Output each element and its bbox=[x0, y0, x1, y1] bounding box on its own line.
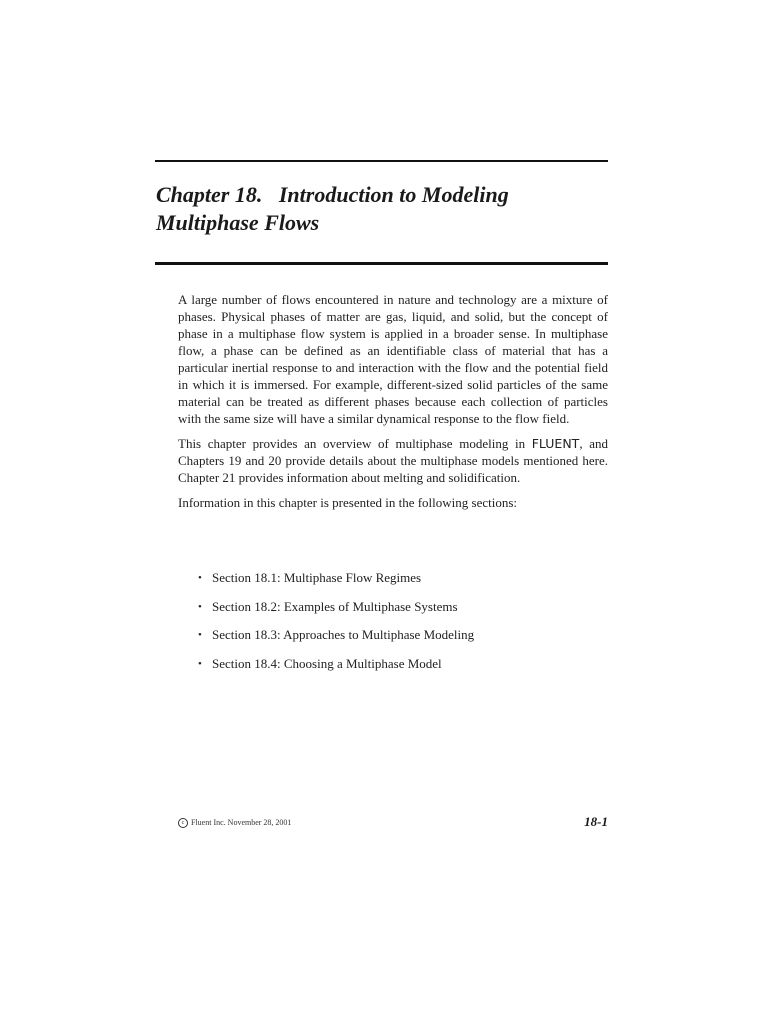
section-link-label: Section 18.1: Multiphase Flow Regimes bbox=[212, 570, 422, 585]
sections-intro: Information in this chapter is presented in the following sections: bbox=[178, 495, 518, 510]
chapter-number: Chapter 18. bbox=[156, 182, 263, 207]
product-name: FLUENT bbox=[531, 436, 580, 451]
paragraph-overview bbox=[178, 435, 608, 486]
section-link-label: Section 18.2: Examples of Multiphase Systems bbox=[212, 598, 458, 614]
bullet-icon: • bbox=[198, 657, 202, 670]
section-link[interactable] bbox=[198, 625, 474, 654]
paragraph-phases: A large number of flows encountered in nature and technology are a mixture of phases. Physical phases of matter are gas, liquid, and solid, but the concept of phase in a multiphase flow system is applied in a broader sense. In multiphase flow, a phase can be defined as an identifiable class of material that has a particular inertial response to and interaction with the flow and the potential field in which it is immersed. For example, different-sized solid particles of the same material can be treated as different phases because each collection of particles with the same size will have a similar dynamical response to the flow field. bbox=[178, 292, 608, 426]
bullet-icon: • bbox=[198, 629, 202, 641]
section-link-label: Section 18.4: Choosing a Multiphase Model bbox=[212, 655, 442, 671]
section-link-label: Section 18.3: Approaches to Multiphase Modeling bbox=[212, 627, 475, 642]
chapter-title-line2: Multiphase Flows bbox=[156, 210, 320, 235]
footer-copyright bbox=[178, 818, 291, 828]
chapter-body bbox=[178, 291, 608, 519]
section-link[interactable] bbox=[198, 568, 474, 597]
section-link[interactable] bbox=[198, 654, 474, 683]
copyright-icon: c bbox=[178, 818, 188, 828]
chapter-title-line1: Introduction to Modeling bbox=[278, 182, 509, 207]
section-link[interactable] bbox=[198, 597, 474, 626]
bullet-icon: • bbox=[198, 572, 202, 584]
bullet-icon: • bbox=[198, 600, 202, 613]
title-rule-top bbox=[155, 160, 608, 162]
page-number: 18-1 bbox=[584, 814, 608, 829]
title-rule-bottom bbox=[155, 262, 608, 265]
paragraph-overview-start: This chapter provides an overview of multiphase modeling in bbox=[178, 436, 532, 451]
section-list bbox=[198, 568, 474, 682]
copyright-text: Fluent Inc. November 28, 2001 bbox=[191, 818, 292, 827]
paragraph-overview-end: , and Chapters 19 and 20 provide details about the multiphase models mentioned here. Chapter 21 provides information about melting and solidification. bbox=[178, 436, 608, 485]
chapter-title bbox=[156, 181, 616, 237]
chapter-title-spacer bbox=[262, 182, 279, 207]
